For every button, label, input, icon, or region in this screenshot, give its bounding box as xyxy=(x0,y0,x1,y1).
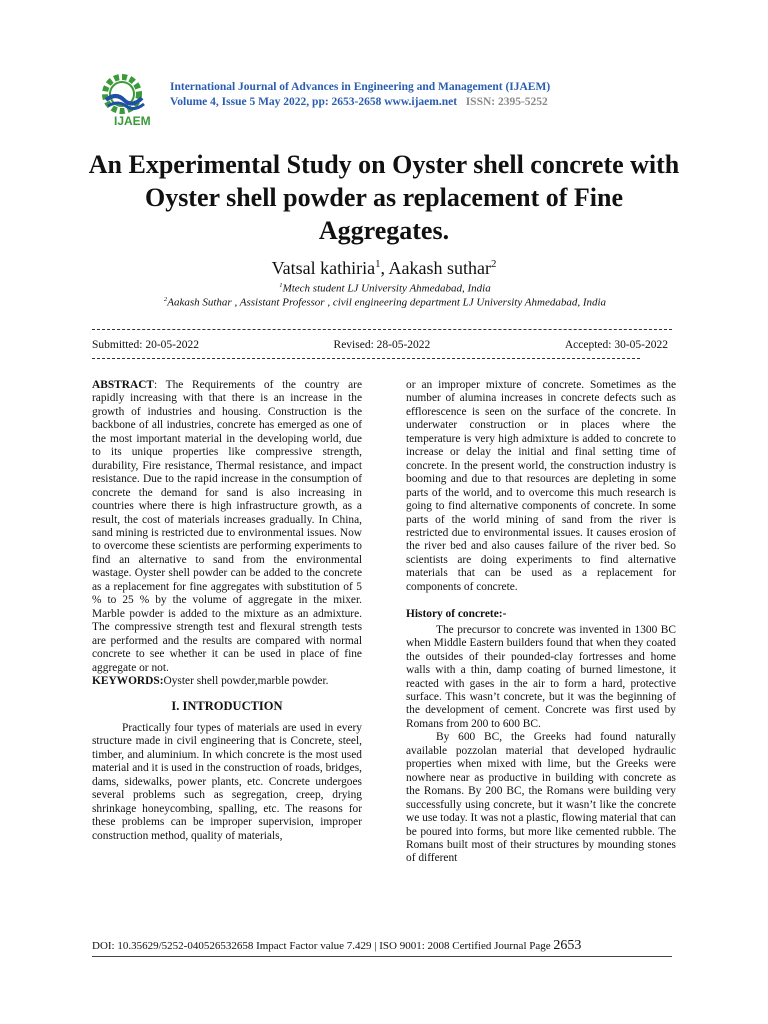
issn: ISSN: 2395-5252 xyxy=(465,96,548,108)
right-column xyxy=(406,379,676,866)
submitted-date: Submitted: 20-05-2022 xyxy=(92,339,200,351)
journal-name: International Journal of Advances in Engineering and Management (IJAEM) xyxy=(170,81,551,93)
keywords: KEYWORDS:Oyster shell powder,marble powder. xyxy=(92,674,329,687)
history-paragraph-2: By 600 BC, the Greeks had found naturally available pozzolan material that developed hydraulic properties when mixed with lime, but the Greeks were nowhere near as productive in building with concrete as the Romans. By 200 BC, the Romans were building very successfully using concrete, but it wasn’t like the concrete we use today. It was not a plastic, flowing material that can be poured into forms, but more like cemented rubble. The Romans built most of their structures by mounding stones of different xyxy=(406,731,676,865)
abstract: ABSTRACT: The Requirements of the country are rapidly increasing with that there is an increase in the growth of industries and housing. Construction is the backbone of all industries, concrete has emerged as one of the most important material in the developing world, due to its unique properties like compressive strength, durability, Fire resistance, Thermal resistance, and impact resistance. Due to the rapid increase in the consumption of concrete the demand for sand is also increasing in countries where there is high infrastructure growth, as a result, the cost of materials increases gradually. In China, sand mining is restricted due to environmental issues. Now to overcome these scientists are performing experiments to find an alternative to sand from the environmental wastage. Oyster shell powder can be added to the concrete as a replacement for fine aggregates with substitution of 5 % to 25 % by the volume of aggregate in the mixer. Marble powder is added to the mixture as an admixture. The compressive strength test and flexural strength tests are performed and the results are compared with normal concrete to see whether it can be used in place of fine aggregate or not. xyxy=(92,379,362,674)
footer: DOI: 10.35629/5252-040526532658 Impact Factor value 7.429 | ISO 9001: 2008 Certified Journal Page 2653 xyxy=(92,938,582,953)
affiliation-2: $^2$Aakash Suthar , Assistant Professor , civil engineering department LJ University Ahmedabad, India xyxy=(163,296,607,309)
volume-line: Volume 4, Issue 5 May 2022, pp: 2653-2658 www.ijaem.net ISSN: 2395-5252 xyxy=(170,96,548,108)
introduction-heading: I. INTRODUCTION xyxy=(171,699,283,714)
intro-continued: or an improper mixture of concrete. Sometimes as the number of alumina increases in concrete defects such as efflorescence is seen on the surface of the concrete. In underwater construction or in places where the temperature is very high admixture is added to concrete to increase or delay the initial and final setting time of concrete. In the present world, the construction industry is booming and due to that resources are depleting in some parts of the world, and to overcome this much research is going to find alternative components of concrete. In some parts of the world mining of sand from the river is restricted due to environmental issues. It causes erosion of the river bed and also causes failure of the river bed. So scientists are doing experiments to find alternative materials that can be used as a replacement for components of concrete. xyxy=(406,379,676,593)
submission-dates xyxy=(92,339,668,351)
logo-text: IJAEM xyxy=(114,114,151,128)
authors: Vatsal kathiria$^1$, Aakash suthar$^2$ xyxy=(271,258,497,278)
revised-date: Revised: 28-05-2022 xyxy=(333,339,431,351)
footer-rule xyxy=(92,956,672,957)
accepted-date: Accepted: 30-05-2022 xyxy=(564,339,668,351)
history-paragraph-1: The precursor to concrete was invented in 1300 BC when Middle Eastern builders found that when they coated the outsides of their pounded-clay fortresses and home walls with a thin, damp coating of burned limestone, it reacted with gases in the air to form a hard, protective surface. This wasn’t concrete, but it was the beginning of the development of cement. Concrete was first used by Romans from 200 to 600 BC. xyxy=(406,623,676,730)
page-number: 2653 xyxy=(553,938,582,953)
left-column xyxy=(92,379,362,843)
journal-header xyxy=(170,80,730,110)
affiliation-1: $^1$Mtech student LJ University Ahmedabad, India xyxy=(279,282,491,295)
history-heading: History of concrete:- xyxy=(406,608,507,621)
introduction-text: Practically four types of materials are used in every structure made in civil engineering that is Concrete, steel, timber, and aluminium. In which concrete is the most used material and it is used in the construction of roads, bridges, dams, sidewalks, power plants, etc. Concrete undergoes several problems such as segregation, creep, drying shrinkage honeycombing, spalling, etc. The reasons for these problems can be improper supervision, improper construction method, quality of materials, xyxy=(92,721,362,842)
divider xyxy=(92,329,672,330)
paper-title: An Experimental Study on Oyster shell concrete with Oyster shell powder as replacement of Fine Aggregates. xyxy=(88,150,680,245)
ijaem-logo xyxy=(92,70,162,128)
divider xyxy=(92,358,640,359)
